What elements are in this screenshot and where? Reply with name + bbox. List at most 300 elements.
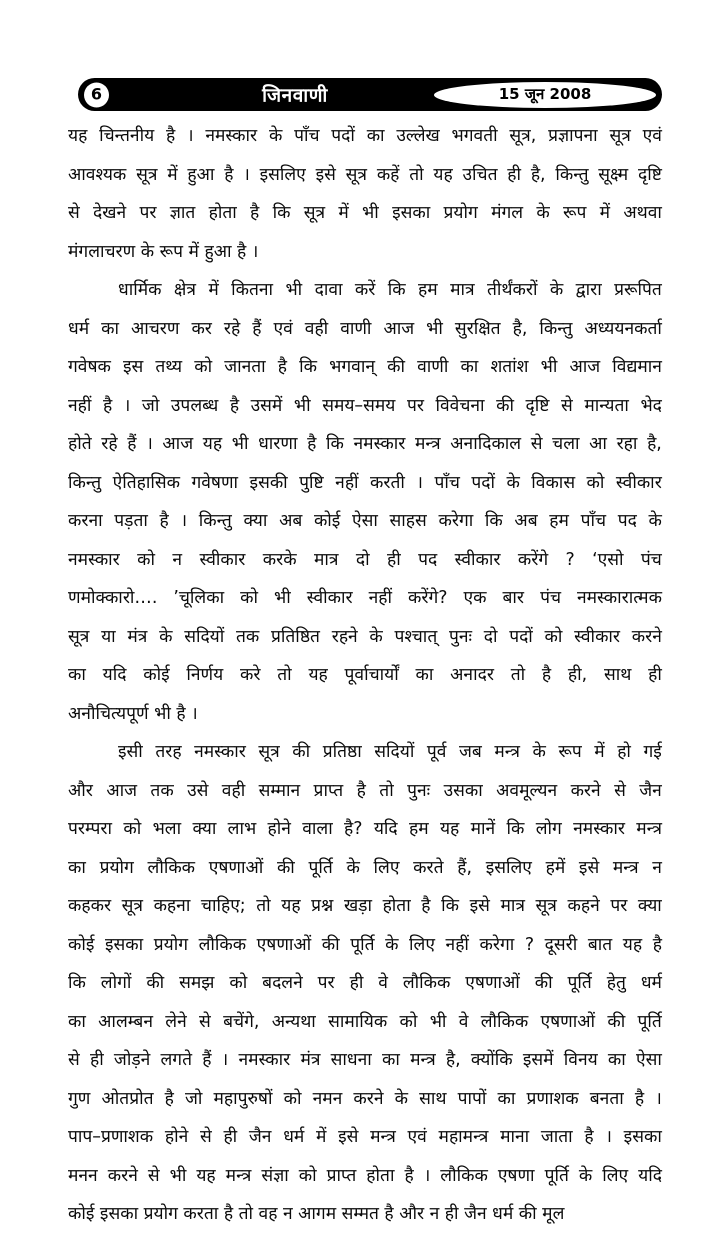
text-token: पंच xyxy=(640,549,662,570)
issue-date-ellipse xyxy=(434,82,656,108)
page-number-badge: 6 xyxy=(84,82,109,107)
text-token: पूर्ति xyxy=(567,973,592,993)
text-token: करने xyxy=(570,780,601,801)
text-line xyxy=(68,348,662,387)
text-line xyxy=(68,502,662,541)
text-token: का xyxy=(607,1050,626,1070)
text-token: की xyxy=(276,857,295,878)
text-token: उसे xyxy=(187,780,209,801)
text-token: मन्त्र xyxy=(414,434,441,454)
text-token: मात्र xyxy=(450,280,475,300)
text-token: पश्चात् xyxy=(394,626,438,647)
text-token: प्रज्ञापना xyxy=(548,126,598,146)
text-token: इसी xyxy=(118,742,143,762)
text-token: दृष्टि xyxy=(525,395,550,416)
text-token: इसका xyxy=(392,203,431,223)
text-token: ऐतिहासिक xyxy=(112,472,180,493)
text-token: लिए xyxy=(602,1165,629,1186)
text-token: बार xyxy=(502,588,525,608)
text-token: किन्तु xyxy=(555,164,589,185)
text-token: कि xyxy=(441,896,459,916)
text-token: वाला xyxy=(302,819,333,839)
text-line xyxy=(68,387,662,426)
text-token: कहकर xyxy=(68,896,112,916)
text-token: सूत्र xyxy=(121,896,143,916)
text-token: विकास xyxy=(531,472,576,493)
text-token: आवश्यक xyxy=(68,164,127,185)
text-token: पाँच xyxy=(294,126,320,146)
text-token: के xyxy=(346,857,360,878)
text-token: जैन xyxy=(248,1127,272,1147)
text-token: ही xyxy=(223,1127,238,1147)
text-token: का xyxy=(381,1050,400,1070)
text-token: सूत्र xyxy=(136,164,158,185)
text-token: आज xyxy=(162,434,194,454)
text-token: है xyxy=(102,395,113,416)
text-token: होते xyxy=(68,434,92,454)
text-token: हम xyxy=(549,511,569,531)
text-token: भी xyxy=(273,588,291,608)
text-token: इसे xyxy=(469,896,490,916)
paragraph xyxy=(68,117,662,271)
text-token: धर्म xyxy=(640,973,662,993)
text-token: लेने xyxy=(165,1011,187,1032)
text-token: चिन्तनीय xyxy=(99,126,155,146)
text-token: ’चूलिका xyxy=(173,588,225,608)
text-token: है xyxy=(541,665,552,685)
text-token: उल्लेख xyxy=(396,126,440,146)
text-token: माना xyxy=(500,1127,530,1147)
text-token: की xyxy=(534,973,553,993)
text-token: एवं xyxy=(407,1127,427,1147)
text-token: आलम्बन xyxy=(98,1011,153,1032)
paragraph xyxy=(68,271,662,733)
text-token: करे xyxy=(240,665,261,685)
text-token: मन्त्र xyxy=(410,1050,436,1070)
text-token: हुआ xyxy=(187,164,215,185)
text-token: पर xyxy=(406,395,424,416)
text-token: धर्म xyxy=(283,1127,305,1147)
text-token: नमन xyxy=(312,1088,343,1109)
text-token: हेतु xyxy=(606,973,626,993)
text-token: सूक्ष्म xyxy=(598,164,629,185)
text-token: रहे xyxy=(101,434,118,454)
text-token: होने xyxy=(267,819,291,839)
text-token: साहस xyxy=(389,511,427,531)
text-token: एवं xyxy=(642,126,662,146)
text-token: स्वीकार xyxy=(199,549,246,570)
text-token: जो xyxy=(141,395,160,416)
text-token: वे xyxy=(458,1011,469,1032)
text-token: सदियों xyxy=(374,742,415,762)
text-line xyxy=(68,541,662,580)
text-token: को xyxy=(229,973,248,993)
text-token: को xyxy=(298,1165,317,1186)
text-token: बनता xyxy=(589,1088,624,1109)
text-token: ओतप्रोत xyxy=(101,1088,154,1109)
text-token: नमस्कार xyxy=(573,819,625,839)
text-token: लौकिक xyxy=(198,934,247,955)
text-token: स्वीकार xyxy=(306,588,353,608)
text-token: पद xyxy=(617,511,637,531)
text-token: कोई xyxy=(143,665,170,685)
text-token: महामन्त्र xyxy=(438,1127,489,1147)
text-token: को xyxy=(283,1088,302,1109)
text-token: पदों xyxy=(509,626,533,647)
text-token: साथ xyxy=(603,665,632,685)
text-token: से xyxy=(199,1127,212,1147)
text-token: लौकिक xyxy=(480,1011,529,1032)
text-token: पूर्ति xyxy=(637,1011,662,1032)
text-token: पर xyxy=(610,896,628,916)
text-token: अब xyxy=(279,511,303,531)
text-token: के xyxy=(578,1165,593,1186)
text-token: रूप xyxy=(558,742,582,762)
text-token: रहने xyxy=(331,626,358,647)
text-token: से xyxy=(199,1011,211,1032)
text-token: नहीं xyxy=(68,395,92,416)
text-token: पर xyxy=(139,203,157,223)
text-token: अवमूल्यन xyxy=(496,780,558,801)
text-line xyxy=(68,849,662,888)
text-token: दावा xyxy=(314,280,343,300)
text-token: क्योंकि xyxy=(470,1050,513,1070)
text-token: भला xyxy=(152,819,182,839)
text-token: अनादर xyxy=(450,665,494,685)
text-token: साथ xyxy=(419,1088,447,1109)
text-token: है xyxy=(165,126,176,146)
text-token: प्राप्त xyxy=(326,1165,357,1186)
text-token: प्राप्त xyxy=(313,780,344,801)
text-token: पापों xyxy=(457,1088,487,1109)
text-token: कि xyxy=(68,973,86,993)
text-token: एषणाओं xyxy=(465,973,520,993)
text-token: एवं xyxy=(273,318,293,339)
text-token: है xyxy=(356,780,366,801)
text-token: के xyxy=(506,472,520,493)
text-token: गई xyxy=(643,742,662,762)
text-token: लोगों xyxy=(100,973,132,993)
text-token: नमस्कारात्मक xyxy=(576,588,662,608)
text-token: दूसरी xyxy=(544,934,578,955)
text-token: प्ररूपित xyxy=(614,280,662,300)
text-token: । xyxy=(123,395,131,416)
text-token: का xyxy=(101,318,119,339)
text-token: मंत्र xyxy=(300,1050,321,1070)
text-token: जाता xyxy=(540,1127,573,1147)
text-token: पद xyxy=(418,549,438,570)
text-token: नमस्कार xyxy=(238,1050,291,1070)
text-token: करना xyxy=(68,511,103,531)
text-token: का xyxy=(68,1011,86,1032)
text-token: आ xyxy=(589,434,607,454)
text-token: मन्त्र xyxy=(636,819,662,839)
text-line xyxy=(68,425,662,464)
text-token: पाप–प्रणाशक xyxy=(68,1127,154,1147)
text-token: इसकी xyxy=(249,472,288,493)
text-token: नमस्कार xyxy=(194,742,246,762)
text-token: करने xyxy=(353,1088,384,1109)
text-line xyxy=(68,926,662,965)
text-token: से xyxy=(530,434,543,454)
text-token: प्रश्न xyxy=(311,896,334,916)
text-token: से xyxy=(68,1050,80,1070)
text-token: मन्त्र xyxy=(370,1127,396,1147)
text-token: पड़ता xyxy=(114,511,148,531)
text-token: है, xyxy=(512,318,528,339)
text-token: की xyxy=(146,973,165,993)
text-token: हैं xyxy=(252,318,262,339)
text-token: एषणाओं xyxy=(208,857,264,878)
text-token: से xyxy=(147,1165,160,1186)
text-token: यह xyxy=(433,164,453,185)
text-token: इसलिए xyxy=(485,857,532,878)
text-token: है xyxy=(277,357,288,377)
text-token: द्वारा xyxy=(575,280,602,300)
text-token: कि xyxy=(326,434,344,454)
text-token: ही xyxy=(349,973,364,993)
text-token: को xyxy=(137,549,156,570)
text-token: इसे xyxy=(578,857,600,878)
text-token: इसलिए xyxy=(259,164,306,185)
text-token: बदलने xyxy=(262,973,303,993)
text-token: को xyxy=(123,819,142,839)
text-token: करें xyxy=(354,280,376,300)
text-token: पुनः xyxy=(407,780,431,801)
text-token: मंत्र xyxy=(127,626,148,647)
text-token: कर xyxy=(191,318,212,339)
text-token: रहे xyxy=(223,318,241,339)
text-token: यह xyxy=(202,434,223,454)
text-token: नमस्कार xyxy=(205,126,258,146)
text-token: करते xyxy=(413,857,444,878)
text-token: चाहिए; xyxy=(200,896,246,916)
text-token: लिए xyxy=(409,934,435,955)
article-body xyxy=(68,117,662,1234)
text-token: लाभ xyxy=(227,819,257,839)
text-token: नमस्कार xyxy=(353,434,406,454)
text-token: तो xyxy=(409,164,424,185)
text-token: सम्मान xyxy=(258,780,301,801)
text-token: भी xyxy=(426,318,443,339)
text-token: इसका xyxy=(623,1127,662,1147)
text-token: चला xyxy=(552,434,580,454)
text-token: की xyxy=(292,742,311,762)
text-token: शतांश xyxy=(490,357,529,377)
text-token: ही xyxy=(648,665,662,685)
text-token: लिए xyxy=(373,857,400,878)
text-token: है xyxy=(164,1088,174,1109)
text-token: को xyxy=(240,588,258,608)
text-token: में xyxy=(208,280,219,300)
text-token: कितना xyxy=(231,280,274,300)
text-token: है, xyxy=(445,1050,461,1070)
text-token: भी xyxy=(231,434,249,454)
text-token: करके xyxy=(262,549,297,570)
text-token: क्या xyxy=(243,511,268,531)
text-token: हमें xyxy=(545,857,566,878)
text-line xyxy=(68,464,662,503)
text-token: खड़ा xyxy=(343,896,372,916)
text-token: परम्परा xyxy=(68,819,113,839)
text-token: । xyxy=(146,434,153,454)
text-token: है xyxy=(250,203,260,223)
text-token: पुनः xyxy=(448,626,472,647)
text-token: उपलब्ध xyxy=(170,395,219,416)
text-token: पूर्ति xyxy=(350,934,375,955)
text-token: स्वीकार xyxy=(574,626,621,647)
text-token: दृष्टि xyxy=(637,164,662,185)
text-token: । xyxy=(605,1127,612,1147)
text-token: किन्तु xyxy=(68,472,102,493)
text-token: ही xyxy=(386,549,401,570)
text-line xyxy=(68,1118,662,1157)
running-header-bar xyxy=(78,78,662,111)
text-token: करने xyxy=(631,626,662,647)
text-token: तो xyxy=(510,665,526,685)
text-token: सुरक्षित xyxy=(454,318,501,339)
text-token: नहीं xyxy=(368,588,393,608)
text-token: वाणी xyxy=(417,357,449,377)
text-token: । xyxy=(180,511,188,531)
text-token: सामायिक xyxy=(328,1011,388,1032)
text-token: के xyxy=(549,280,564,300)
text-token: उसमें xyxy=(250,395,283,416)
text-token: प्रयोग xyxy=(443,203,478,223)
text-token: तक xyxy=(150,780,174,801)
text-token: की xyxy=(496,395,514,416)
text-token: अब xyxy=(514,511,538,531)
text-token: के xyxy=(648,511,662,531)
text-token: प्रतिष्ठित xyxy=(271,626,320,647)
text-token: जो xyxy=(184,1088,203,1109)
text-token: करेगा xyxy=(438,511,474,531)
text-token: क्या xyxy=(192,819,217,839)
text-token: अध्ययनकर्ता xyxy=(584,318,662,339)
text-token: है xyxy=(307,434,317,454)
text-line xyxy=(68,117,662,156)
text-token: जब xyxy=(458,742,482,762)
text-token: । xyxy=(416,472,423,493)
text-token: पूर्वाचार्यों xyxy=(344,665,399,685)
text-token: ? xyxy=(524,934,535,955)
text-line xyxy=(68,887,662,926)
text-token: यह xyxy=(196,1165,216,1186)
text-token: तीर्थंकरों xyxy=(486,280,538,300)
text-token: मान्यता xyxy=(584,395,629,416)
text-token: है xyxy=(159,511,169,531)
text-line xyxy=(68,1003,662,1042)
text-token: साधना xyxy=(330,1050,372,1070)
text-token: सदियों xyxy=(184,626,225,647)
text-token: धार्मिक xyxy=(118,280,162,300)
text-token: को xyxy=(399,1011,418,1032)
text-line xyxy=(68,271,662,310)
text-token: के xyxy=(536,203,550,223)
text-token: न xyxy=(652,857,662,878)
text-token: का xyxy=(415,665,434,685)
text-token: यदि xyxy=(638,1165,662,1186)
text-token: एषणा xyxy=(497,1165,535,1186)
text-token: के xyxy=(369,626,383,647)
text-token: होता xyxy=(382,896,411,916)
text-token: ही xyxy=(89,1050,104,1070)
text-token: क्षेत्र xyxy=(173,280,196,300)
text-token: मन्त्र xyxy=(225,1165,252,1186)
text-token: मनन xyxy=(68,1165,98,1186)
text-token: पदों xyxy=(471,472,495,493)
text-token: सूत्र xyxy=(303,203,326,223)
text-token: भी xyxy=(285,280,303,300)
text-token: निर्णय xyxy=(186,665,224,685)
text-token: कि xyxy=(506,819,525,839)
text-token: तथ्य xyxy=(155,357,183,377)
text-token: भी xyxy=(429,1011,447,1032)
text-token: है, xyxy=(530,164,546,185)
text-token: सूत्र, xyxy=(509,126,537,146)
text-token: भी xyxy=(169,1165,187,1186)
text-token: में xyxy=(167,164,178,185)
text-token: मात्र xyxy=(500,896,525,916)
text-token: भगवान् xyxy=(329,357,375,377)
text-token: वही xyxy=(221,780,246,801)
text-token: करने xyxy=(107,1165,138,1186)
text-token: यदि xyxy=(102,665,127,685)
text-token: पूर्ति xyxy=(308,857,333,878)
text-line xyxy=(68,656,662,695)
text-token: समझ xyxy=(179,973,215,993)
text-token: होता xyxy=(208,203,237,223)
magazine-title: जिनवाणी xyxy=(262,83,328,106)
text-token: यह xyxy=(439,819,460,839)
text-line xyxy=(68,579,662,618)
text-token: प्रतिष्ठा xyxy=(322,742,362,762)
text-token: यह xyxy=(68,126,88,146)
text-token: गवेषक xyxy=(68,357,111,377)
text-token: ? xyxy=(565,549,575,570)
text-token: होने xyxy=(164,1127,189,1147)
text-token: नमस्कार xyxy=(68,549,120,570)
text-token: इसका xyxy=(104,934,144,955)
text-token: के xyxy=(268,126,283,146)
text-token: नहीं xyxy=(335,472,359,493)
text-token: अनादिकाल xyxy=(450,434,522,454)
text-token: सूत्र xyxy=(345,164,368,185)
text-token: भेद xyxy=(640,395,662,416)
text-token: पाँच xyxy=(580,511,607,531)
text-token: मंगल xyxy=(491,203,524,223)
text-token: णमोक्कारो…. xyxy=(68,588,158,608)
text-token: मन्त्र xyxy=(612,857,639,878)
text-line xyxy=(68,1041,662,1080)
text-token: भी xyxy=(293,395,311,416)
text-token: देखने xyxy=(93,203,127,223)
text-token: जानता xyxy=(224,357,266,377)
text-token: है xyxy=(224,164,234,185)
text-token: यदि xyxy=(373,819,398,839)
text-token: भी xyxy=(362,203,379,223)
text-token: हैं xyxy=(127,434,137,454)
text-token: तो xyxy=(277,665,292,685)
text-token: विवेचना xyxy=(435,395,485,416)
text-token: संज्ञा xyxy=(261,1165,289,1186)
text-token: विद्यमान xyxy=(612,357,662,377)
text-token: हम xyxy=(409,819,429,839)
text-token: बात xyxy=(587,934,613,955)
text-token: आज xyxy=(383,318,415,339)
text-token: कहें xyxy=(376,164,400,185)
text-token: । xyxy=(655,1088,662,1109)
